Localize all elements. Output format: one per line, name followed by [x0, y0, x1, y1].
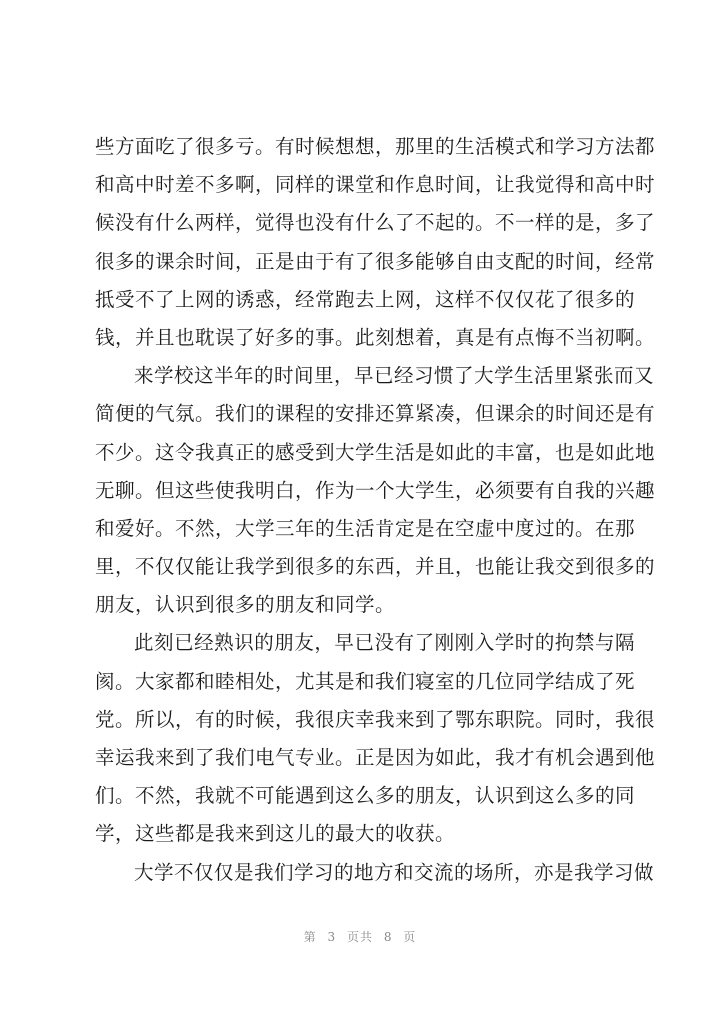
text-line: 候没有什么两样，觉得也没有什么了不起的。不一样的是，多了 [95, 211, 656, 235]
page-footer [0, 928, 720, 945]
paragraph-3 [95, 624, 656, 853]
text-line: 们。不然，我就不可能遇到这么多的朋友，认识到这么多的同 [95, 784, 636, 808]
page-label-suffix: 页 [403, 930, 417, 944]
text-line: 里，不仅仅能让我学到很多的东西，并且，也能让我交到很多的 [95, 555, 656, 579]
text-line: 抵受不了上网的诱惑，经常跑去上网，这样不仅仅花了很多的 [95, 287, 636, 311]
text-line: 大学不仅仅是我们学习的地方和交流的场所，亦是我学习做 [134, 860, 655, 884]
text-line: 此刻已经熟识的朋友，早已没有了刚刚入学时的拘禁与隔 [134, 631, 635, 655]
text-line: 阂。大家都和睦相处，尤其是和我们寝室的几位同学结成了死 [95, 669, 636, 693]
paragraph-4 [95, 854, 655, 892]
current-page-number: 3 [327, 930, 337, 944]
text-line: 来学校这半年的时间里，早已经习惯了大学生活里紧张而又 [134, 364, 655, 388]
text-line: 幸运我来到了我们电气专业。正是因为如此，我才有机会遇到他 [95, 746, 656, 769]
text-line: 钱，并且也耽误了好多的事。此刻想着，真是有点悔不当初啊。 [95, 325, 656, 349]
paragraph-2 [95, 357, 656, 624]
paragraph-1 [95, 128, 656, 357]
text-line: 和高中时差不多啊，同样的课堂和作息时间，让我觉得和高中时 [95, 173, 656, 197]
text-line: 些方面吃了很多亏。有时候想想，那里的生活模式和学习方法都 [95, 135, 656, 158]
page-label-prefix: 第 [303, 930, 317, 944]
total-pages-number: 8 [383, 930, 393, 944]
text-line: 党。所以，有的时候，我很庆幸我来到了鄂东职院。同时，我很 [95, 707, 656, 731]
text-line: 学，这些都是我来到这儿的最大的收获。 [95, 822, 456, 846]
text-line: 很多的课余时间，正是由于有了很多能够自由支配的时间，经常 [95, 249, 656, 273]
text-line: 和爱好。不然，大学三年的生活肯定是在空虚中度过的。在那 [95, 516, 636, 540]
text-line: 无聊。但这些使我明白，作为一个大学生，必须要有自我的兴趣 [95, 478, 656, 502]
page-label-middle: 页共 [346, 930, 373, 944]
text-line: 不少。这令我真正的感受到大学生活是如此的丰富，也是如此地 [95, 440, 656, 464]
text-line: 朋友，认识到很多的朋友和同学。 [95, 593, 396, 617]
document-body [95, 128, 656, 892]
text-line: 简便的气氛。我们的课程的安排还算紧凑，但课余的时间还是有 [95, 402, 656, 426]
